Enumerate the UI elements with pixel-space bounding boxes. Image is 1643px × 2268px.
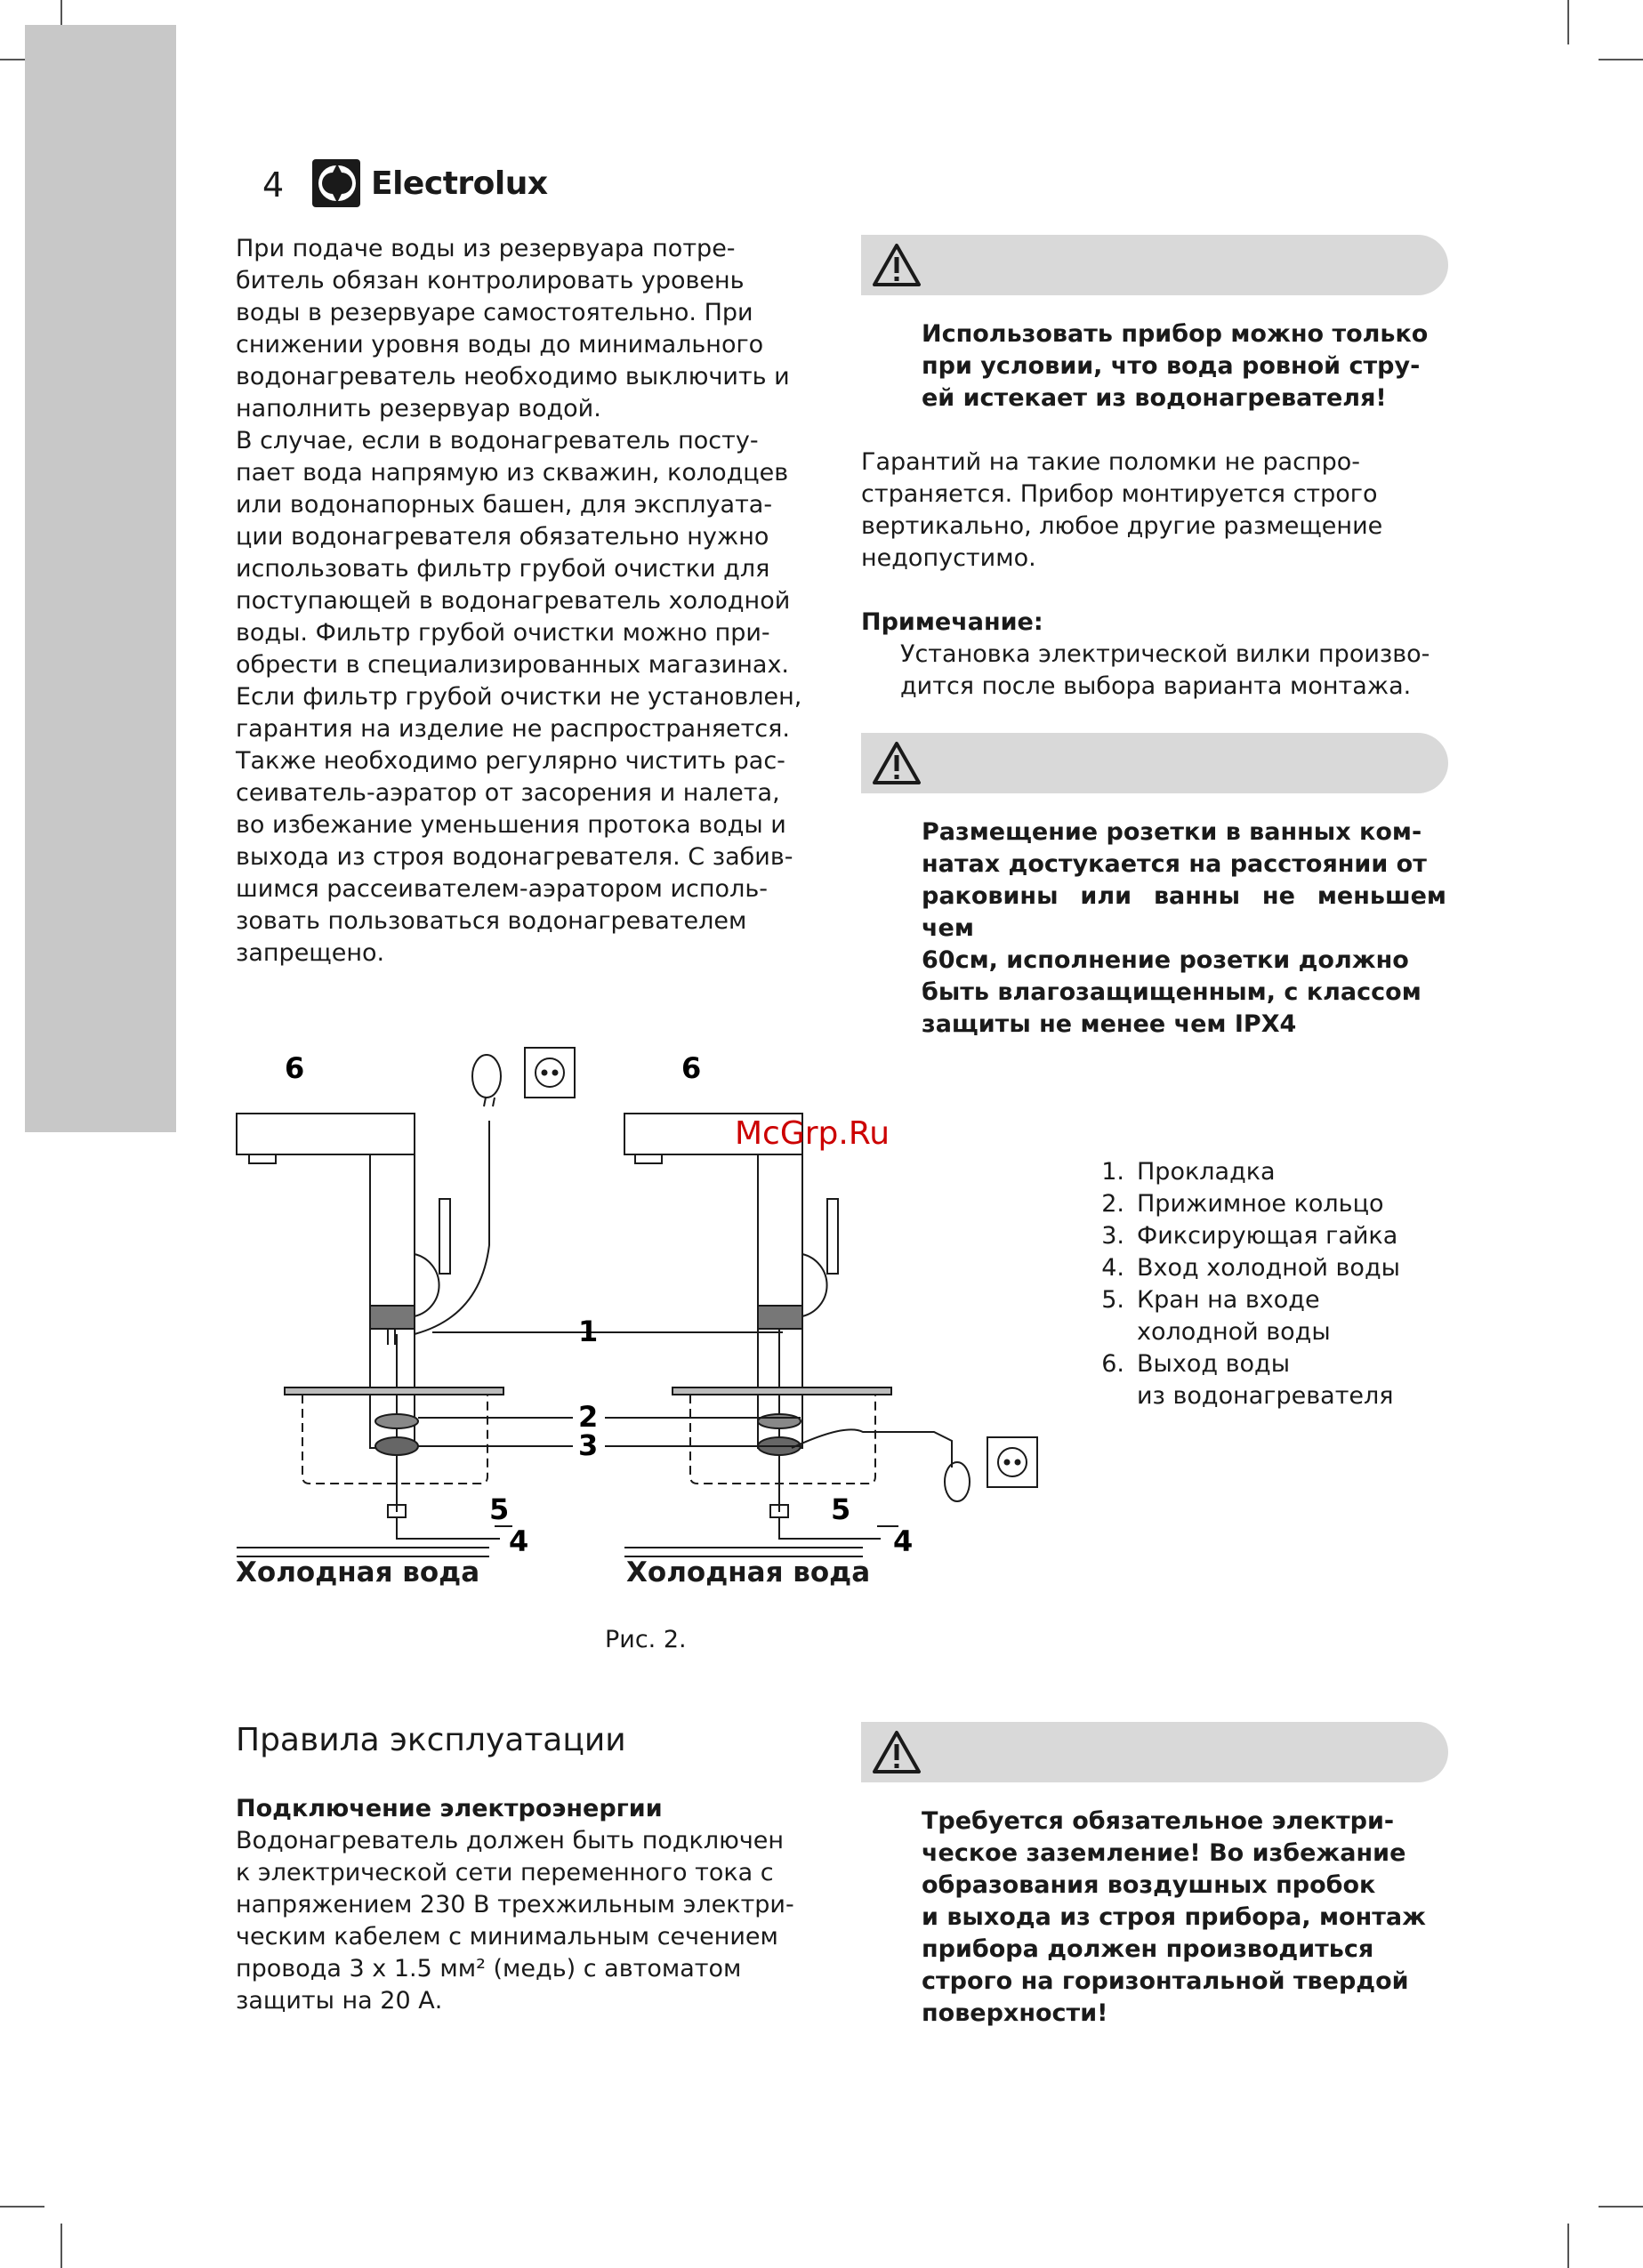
legend-item — [1085, 1252, 1400, 1284]
heater-left — [237, 1048, 575, 1556]
crop-mark — [0, 2206, 44, 2208]
text-line: к электрической сети переменного тока с — [236, 1859, 774, 1886]
page-number: 4 — [262, 165, 285, 205]
text-line: образования воздушных пробок — [922, 1871, 1376, 1899]
text-line: Размещение розетки в ванных ком- — [922, 818, 1422, 846]
text-line: использовать фильтр грубой очистки для — [236, 555, 770, 583]
legend-text: Прижимное кольцо — [1137, 1190, 1384, 1218]
legend-text: Фиксирующая гайка — [1137, 1222, 1398, 1250]
callout-number: 6 — [285, 1051, 305, 1085]
crop-mark — [1599, 2206, 1643, 2208]
legend-number: 6. — [1101, 1350, 1124, 1378]
crop-mark — [1567, 0, 1569, 44]
text-line: ческим кабелем с минимальным сечением — [236, 1923, 778, 1950]
text-line: при условии, что вода ровной стру- — [922, 352, 1421, 380]
text-line: Если фильтр грубой очистки не установлен, — [236, 683, 802, 711]
left-column — [236, 233, 823, 969]
legend-item — [1085, 1156, 1400, 1188]
callout-number: 2 — [578, 1400, 599, 1434]
text-line: шимся рассеивателем-аэратором исполь- — [236, 875, 768, 903]
warning-text-water-flow — [922, 318, 1455, 414]
text-line: воды. Фильтр грубой очистки можно при- — [236, 619, 770, 647]
text-line: недопустимо. — [861, 544, 1036, 572]
legend-text: Кран на входе — [1137, 1286, 1320, 1314]
brand-name: Electrolux — [371, 165, 548, 202]
crop-mark — [1567, 2224, 1569, 2268]
figure-caption: Рис. 2. — [605, 1626, 687, 1653]
section-heading: Правила эксплуатации — [236, 1722, 626, 1758]
text-line: Также необходимо регулярно чистить рас- — [236, 747, 785, 775]
legend-item — [1085, 1188, 1400, 1220]
text-line: ции водонагревателя обязательно нужно — [236, 523, 769, 551]
text-line: поверхности! — [922, 1999, 1108, 2027]
crop-mark — [60, 2224, 62, 2268]
callout-number: 5 — [489, 1492, 510, 1526]
text-line: страняется. Прибор монтируется строго — [861, 480, 1378, 508]
text-line: поступающей в водонагреватель холодной — [236, 587, 791, 615]
text-line: обрести в специализированных магазинах. — [236, 651, 790, 679]
text-line: строго на горизонтальной твердой — [922, 1967, 1409, 1995]
text-line: битель обязан контролировать уровень — [236, 267, 745, 294]
text-line: во избежание уменьшения протока воды и — [236, 811, 786, 839]
text-line: защиты не менее чем IPX4 — [922, 1010, 1297, 1038]
legend-number: 2. — [1101, 1190, 1124, 1218]
text-line: ческое заземление! Во избежание — [922, 1839, 1406, 1867]
figure-label-left: Холодная вода — [236, 1556, 480, 1588]
legend-text: из водонагревателя — [1137, 1382, 1394, 1410]
text-line: и выхода из строя прибора, монтаж — [922, 1903, 1426, 1931]
paragraph-reservoir — [236, 233, 823, 425]
warning-band — [861, 1722, 1448, 1782]
text-line: провода 3 x 1.5 мм² (медь) с автоматом — [236, 1955, 742, 1982]
watermark: McGrp.Ru — [735, 1115, 890, 1152]
note-title: Примечание: — [861, 608, 1043, 636]
text-line: Использовать прибор можно только — [922, 320, 1429, 348]
text-line: вертикально, любое другие размещение — [861, 512, 1383, 540]
text-line: Требуется обязательное электри- — [922, 1807, 1395, 1835]
legend-number: 5. — [1101, 1286, 1124, 1314]
side-tab-bar — [25, 25, 176, 1132]
text-line: зовать пользоваться водонагревателем — [236, 907, 747, 935]
text-line: напряжением 230 В трехжильным электри- — [236, 1891, 794, 1918]
legend-text: Вход холодной воды — [1137, 1254, 1400, 1282]
text-line: запрещено. — [236, 939, 385, 967]
text-line: ей истекает из водонагревателя! — [922, 384, 1387, 412]
legend-item — [1085, 1220, 1400, 1252]
legend-item — [1085, 1348, 1400, 1380]
electrolux-logo-icon — [311, 158, 361, 208]
text-line: прибора должен производиться — [922, 1935, 1374, 1963]
text-line: сеиватель-аэратор от засорения и налета, — [236, 779, 780, 807]
text-line: быть влагозащищенным, с классом — [922, 978, 1422, 1006]
text-line: Гарантий на такие поломки не распро- — [861, 448, 1361, 476]
legend-text: Прокладка — [1137, 1158, 1276, 1186]
warning-text-grounding — [922, 1806, 1455, 2030]
callout-number: 5 — [831, 1492, 851, 1526]
text-line: 60см, исполнение розетки должно — [922, 946, 1409, 974]
text-line: раковины или ванны не меньшем чем — [922, 882, 1446, 942]
legend-number: 3. — [1101, 1222, 1124, 1250]
text-line: гарантия на изделие не распространяется. — [236, 715, 790, 743]
text-line: При подаче воды из резервуара потре- — [236, 235, 736, 262]
text-line: воды в резервуаре самостоятельно. При — [236, 299, 753, 326]
heater-right — [624, 1114, 1037, 1556]
text-line: Водонагреватель должен быть подключен — [236, 1827, 785, 1854]
power-paragraph — [236, 1825, 823, 2017]
text-line: водонагреватель необходимо выключить и — [236, 363, 790, 390]
crop-mark — [1599, 59, 1643, 60]
legend-number: 1. — [1101, 1158, 1124, 1186]
figure-legend — [1085, 1156, 1400, 1412]
text-line: пает вода напрямую из скважин, колодцев — [236, 459, 789, 487]
text-line: В случае, если в водонагреватель посту- — [236, 427, 759, 454]
text-line: натах достукается на расстоянии от — [922, 850, 1427, 878]
installation-diagram — [222, 1032, 1067, 1583]
note-text — [900, 639, 1452, 703]
text-line: снижении уровня воды до минимального — [236, 331, 764, 358]
warning-triangle-icon — [872, 242, 922, 288]
callout-number: 1 — [578, 1315, 599, 1348]
text-line: Установка электрической вилки произво- — [900, 640, 1430, 668]
text-line: наполнить резервуар водой. — [236, 395, 601, 422]
subsection-heading: Подключение электроэнергии — [236, 1795, 663, 1822]
text-line: или водонапорных башен, для эксплуата- — [236, 491, 773, 519]
legend-number: 4. — [1101, 1254, 1124, 1282]
text-line: выхода из строя водонагревателя. С забив- — [236, 843, 793, 871]
guarantee-paragraph — [861, 446, 1448, 575]
callout-number: 6 — [681, 1051, 702, 1085]
legend-text: Выход воды — [1137, 1350, 1291, 1378]
legend-item — [1085, 1284, 1400, 1316]
warning-triangle-icon — [872, 1729, 922, 1775]
figure-label-right: Холодная вода — [626, 1556, 871, 1588]
warning-text-socket — [922, 816, 1446, 1041]
callout-number: 3 — [578, 1428, 599, 1462]
callout-number: 4 — [509, 1524, 529, 1558]
legend-text: холодной воды — [1137, 1318, 1331, 1346]
paragraph-filter — [236, 425, 823, 969]
warning-band — [861, 733, 1448, 793]
warning-band — [861, 235, 1448, 295]
text-line: защиты на 20 А. — [236, 1987, 443, 2015]
text-line: дится после выбора варианта монтажа. — [900, 672, 1412, 700]
warning-triangle-icon — [872, 740, 922, 786]
callout-number: 4 — [893, 1524, 914, 1558]
